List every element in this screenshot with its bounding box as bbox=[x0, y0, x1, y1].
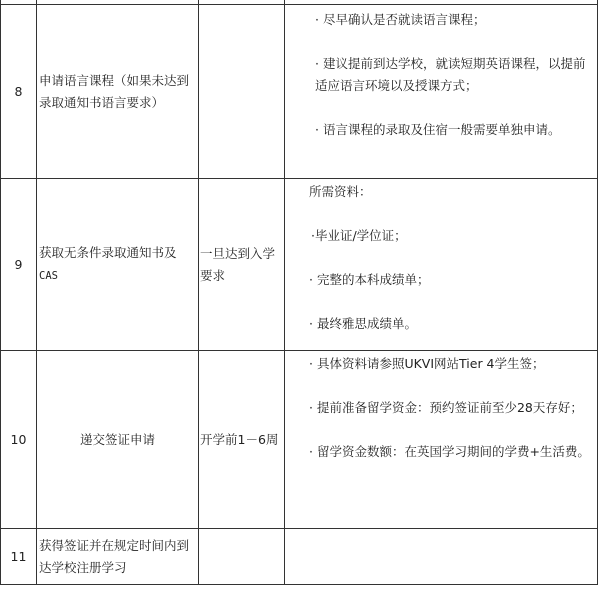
step-time bbox=[199, 529, 285, 585]
step-name bbox=[37, 179, 199, 351]
table-row bbox=[1, 351, 598, 529]
step-name: 递交签证申请 bbox=[37, 351, 199, 529]
table-row bbox=[1, 529, 598, 585]
note-item: · 尽早确认是否就读语言课程； bbox=[315, 12, 486, 27]
step-name-line: CAS bbox=[39, 270, 58, 282]
step-number: 9 bbox=[1, 179, 37, 351]
note-item: · 语言课程的录取及住宿一般需要单独申请。 bbox=[315, 122, 561, 137]
note-item: · 具体资料请参照UKVI网站Tier 4学生签； bbox=[309, 356, 545, 371]
table-row bbox=[1, 5, 598, 179]
step-notes bbox=[285, 529, 598, 585]
step-name: 申请语言课程（如果未达到录取通知书语言要求） bbox=[37, 5, 199, 179]
note-item: · 最终雅思成绩单。 bbox=[309, 316, 417, 331]
step-time: 开学前1－6周 bbox=[199, 351, 285, 529]
note-item: · 完整的本科成绩单； bbox=[309, 272, 430, 287]
note-item: · 提前准备留学资金：预约签证前至少28天存好； bbox=[309, 400, 583, 415]
step-notes bbox=[285, 5, 598, 179]
step-name: 获得签证并在规定时间内到达学校注册学习 bbox=[37, 529, 199, 585]
step-time: 一旦达到入学要求 bbox=[199, 179, 285, 351]
step-notes bbox=[285, 351, 598, 529]
notes-header: 所需资料： bbox=[309, 184, 372, 199]
step-number: 11 bbox=[1, 529, 37, 585]
note-item: · 建议提前到达学校，就读短期英语课程，以提前适应语言环境以及授课方式； bbox=[315, 56, 586, 93]
step-number: 10 bbox=[1, 351, 37, 529]
table-row bbox=[1, 179, 598, 351]
step-name-line: 获取无条件录取通知书及 bbox=[39, 245, 177, 260]
step-number: 8 bbox=[1, 5, 37, 179]
step-time bbox=[199, 5, 285, 179]
note-item: ·毕业证/学位证； bbox=[311, 228, 407, 243]
note-item: · 留学资金数额：在英国学习期间的学费+生活费。 bbox=[309, 444, 590, 459]
step-notes bbox=[285, 179, 598, 351]
